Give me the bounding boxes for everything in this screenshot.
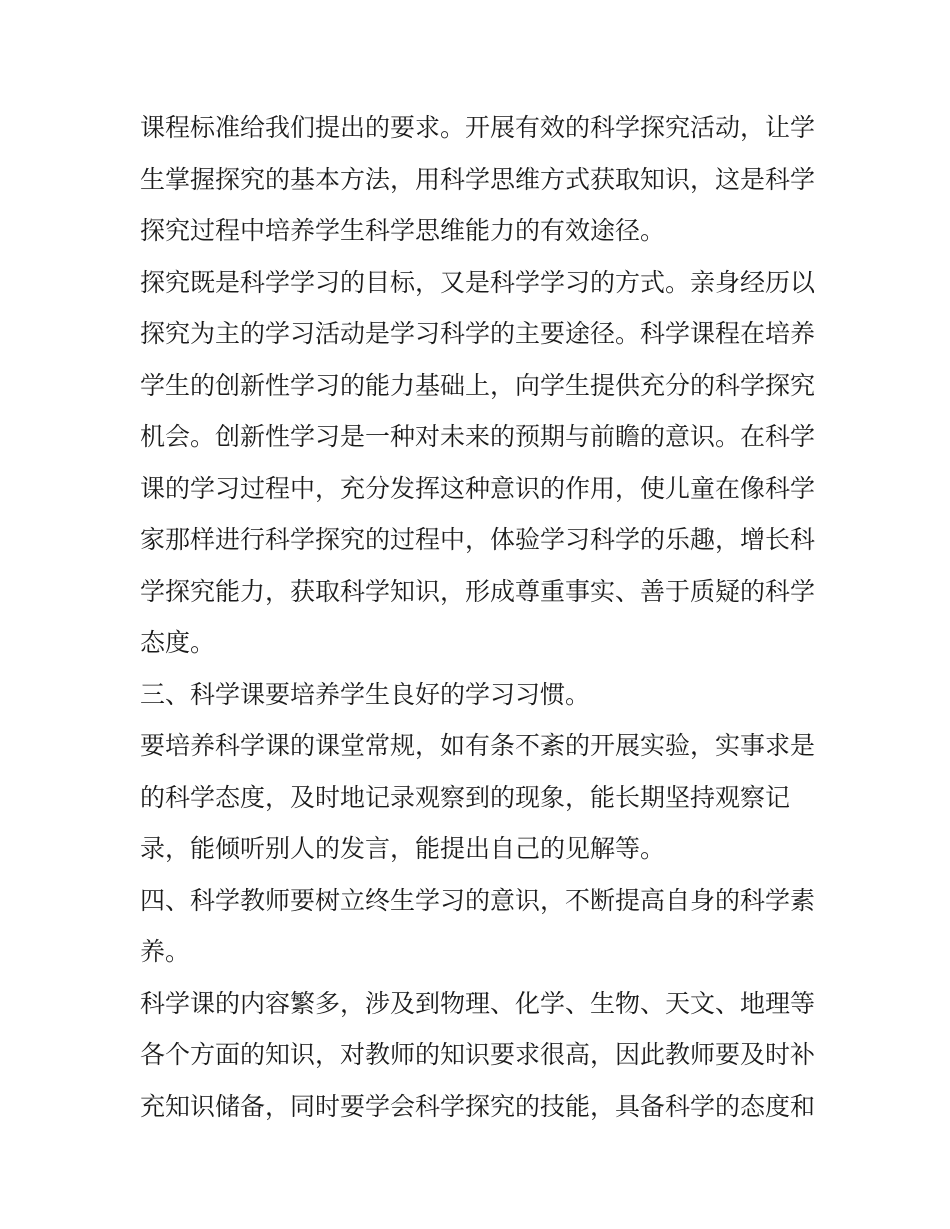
section-heading: 三、科学课要培养学生良好的学习习惯。 xyxy=(140,679,591,709)
text-line: 各个方面的知识，对教师的知识要求很高，因此教师要及时补 xyxy=(140,1040,816,1069)
text-line: 生掌握探究的基本方法，用科学思维方式获取知识，这是科学 xyxy=(140,164,816,194)
text-line: 课的学习过程中，充分发挥这种意识的作用，使儿童在像科学 xyxy=(140,473,816,503)
text-line: 课程标准给我们提出的要求。开展有效的科学探究活动，让学 xyxy=(140,113,816,142)
text-line: 录，能倾听别人的发言，能提出自己的见解等。 xyxy=(140,834,666,863)
text-line: 充知识储备，同时要学会科学探究的技能，具备科学的态度和 xyxy=(140,1091,816,1121)
text-line: 要培养科学课的课堂常规，如有条不紊的开展实验，实事求是 xyxy=(140,731,816,760)
text-line: 探究既是科学学习的目标，又是科学学习的方式。亲身经历以 xyxy=(140,267,816,297)
text-line: 探究过程中培养学生科学思维能力的有效途径。 xyxy=(140,216,666,245)
text-line: 的科学态度，及时地记录观察到的现象，能长期坚持观察记 xyxy=(140,782,791,812)
text-line: 学生的创新性学习的能力基础上，向学生提供充分的科学探究 xyxy=(140,370,816,400)
text-line: 科学课的内容繁多，涉及到物理、化学、生物、天文、地理等 xyxy=(140,988,816,1018)
body-text xyxy=(140,102,830,1132)
text-line: 态度。 xyxy=(140,628,216,657)
text-line: 探究为主的学习活动是学习科学的主要途径。科学课程在培养 xyxy=(140,319,816,348)
section-heading: 四、科学教师要树立终生学习的意识，不断提高自身的科学素 xyxy=(140,885,816,915)
text-line: 机会。创新性学习是一种对未来的预期与前瞻的意识。在科学 xyxy=(140,422,816,451)
section-heading-continued: 养。 xyxy=(140,937,191,966)
text-line: 学探究能力，获取科学知识，形成尊重事实、善于质疑的科学 xyxy=(140,576,816,606)
text-line: 家那样进行科学探究的过程中，体验学习科学的乐趣，增长科 xyxy=(140,525,816,554)
